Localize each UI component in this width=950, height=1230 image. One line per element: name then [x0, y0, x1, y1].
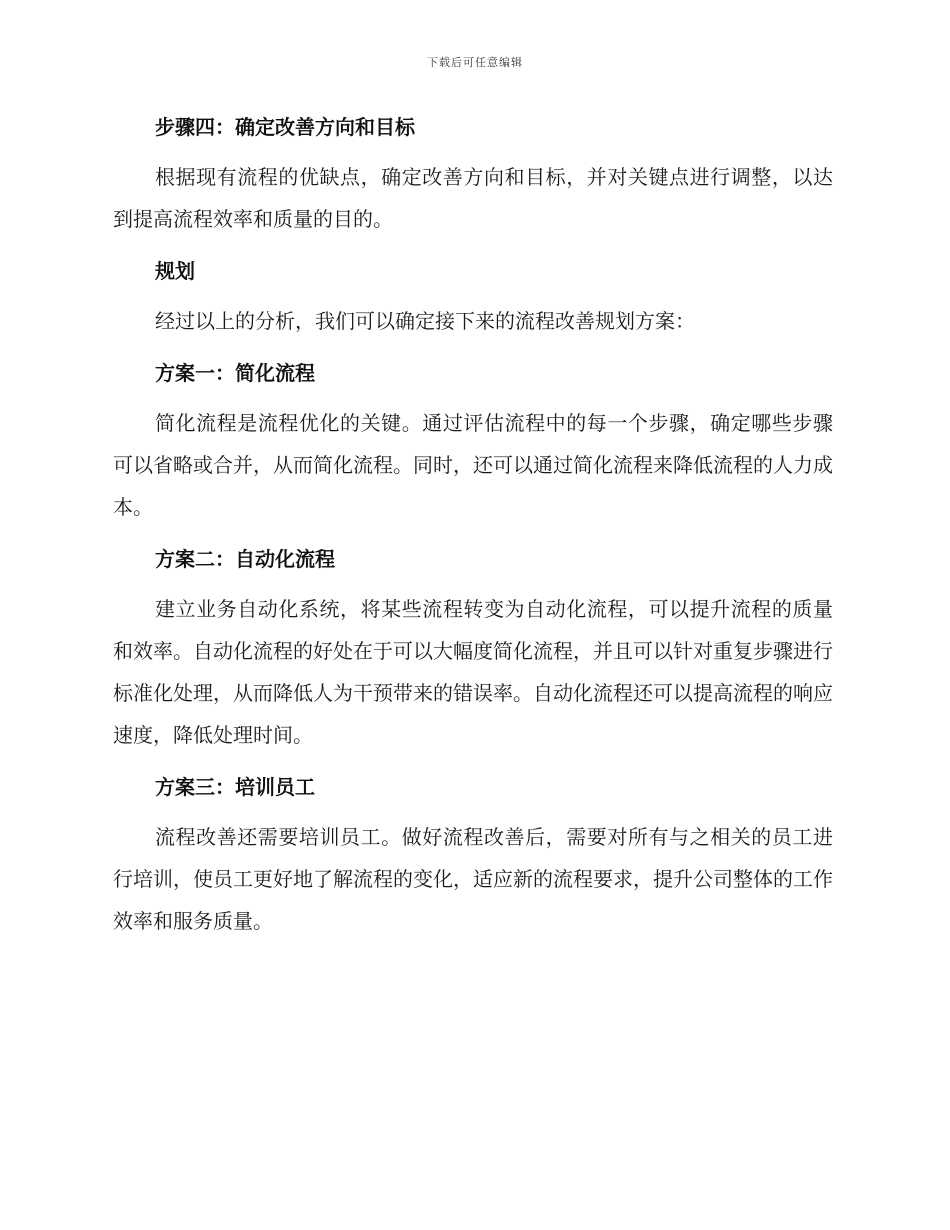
section-paragraph-option3: 流程改善还需要培训员工。做好流程改善后，需要对所有与之相关的员工进行培训，使员工更好地了解流程的变化，适应新的流程要求，提升公司整体的工作效率和服务质量。	[113, 825, 833, 933]
section-paragraph-plan: 经过以上的分析，我们可以确定接下来的流程改善规划方案：	[155, 309, 695, 333]
page-header: 下载后可任意编辑	[427, 56, 523, 69]
section-paragraph-option2: 建立业务自动化系统，将某些流程转变为自动化流程，可以提升流程的质量和效率。自动化流程的好处在于可以大幅度简化流程，并且可以针对重复步骤进行标准化处理，从而降低人为干预带来的错误率。自动化流程还可以提高流程的响应速度，降低处理时间。	[113, 597, 833, 747]
document-body	[113, 110, 833, 942]
section-heading-step4: 步骤四：确定改善方向和目标	[155, 115, 415, 139]
section-heading-option1: 方案一：简化流程	[155, 361, 315, 385]
section-paragraph-step4: 根据现有流程的优缺点，确定改善方向和目标，并对关键点进行调整，以达到提高流程效率和质量的目的。	[113, 165, 833, 231]
section-paragraph-option1: 简化流程是流程优化的关键。通过评估流程中的每一个步骤，确定哪些步骤可以省略或合并，从而简化流程。同时，还可以通过简化流程来降低流程的人力成本。	[113, 411, 833, 519]
section-heading-option2: 方案二：自动化流程	[155, 547, 335, 571]
section-heading-plan: 规划	[155, 259, 195, 283]
section-heading-option3: 方案三：培训员工	[155, 775, 315, 799]
